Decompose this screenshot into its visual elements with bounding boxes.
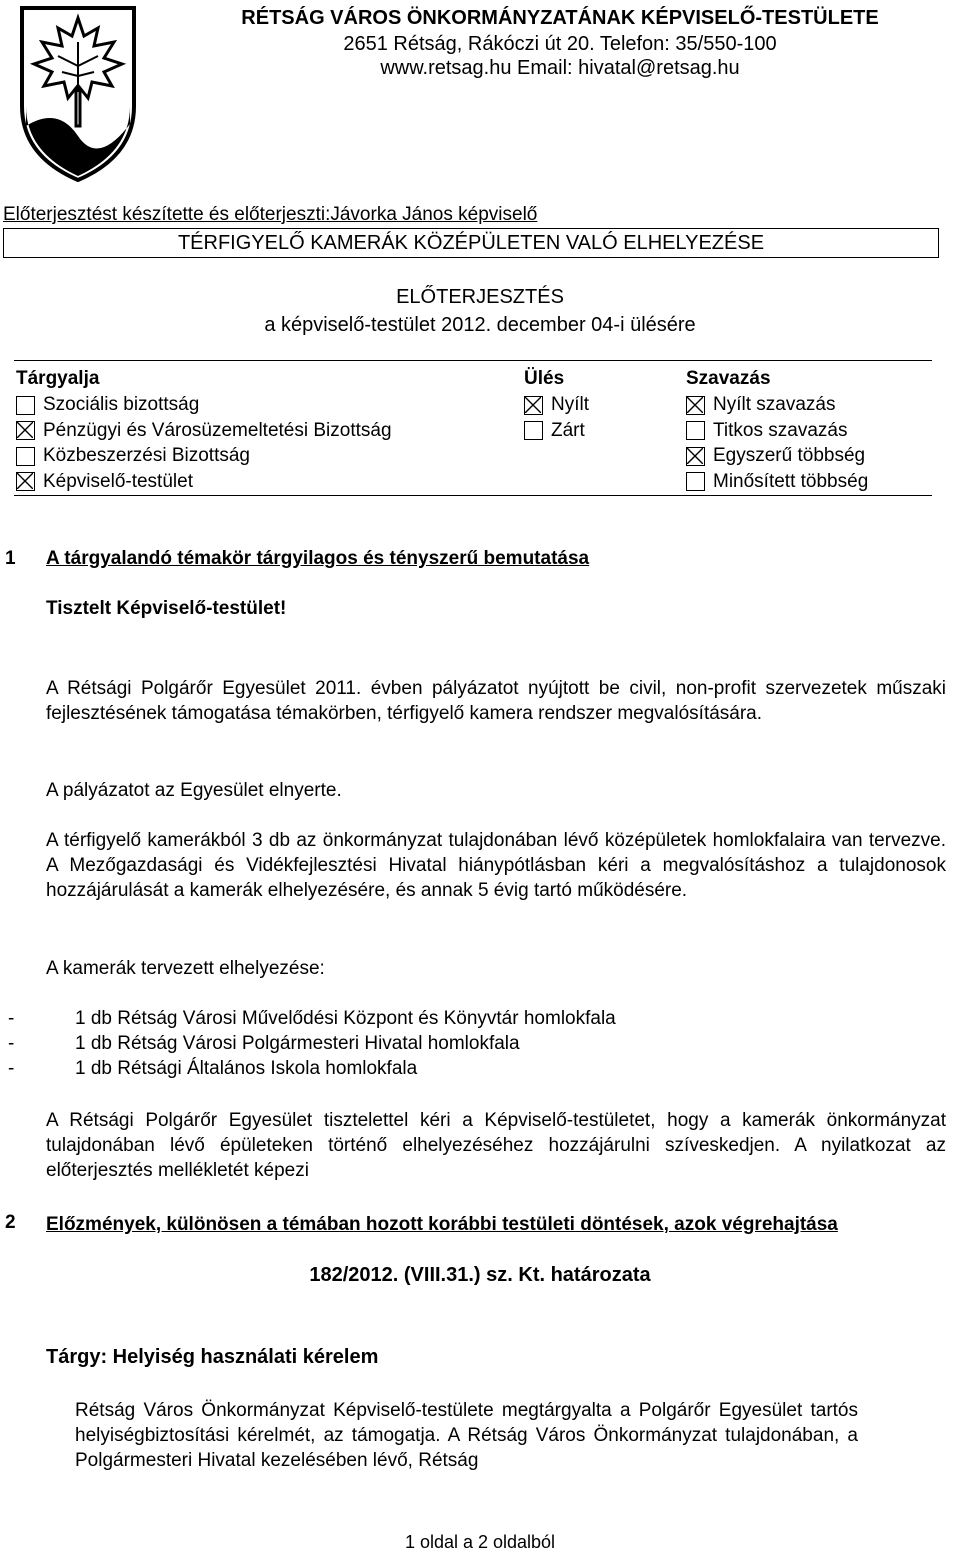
checkbox-row-targyalja[interactable] [16,393,199,417]
checked-checkbox[interactable] [686,447,705,466]
agenda-table [14,360,932,496]
checkbox-label: Közbeszerzési Bizottság [43,445,250,466]
list-item: 1 db Rétsági Általános Iskola homlokfala [75,1058,418,1079]
section2-number: 2 [5,1212,16,1233]
checkbox-row-szavazas[interactable] [686,419,847,443]
author-line: Előterjesztést készítette és előterjeszti:Jávorka János képviselő [3,204,538,225]
bullet-marker: - [8,1033,15,1054]
checkbox-label: Nyílt szavazás [713,394,836,415]
paragraph: A pályázatot az Egyesület elnyerte. [46,780,342,801]
list-item: 1 db Rétság Városi Művelődési Központ és Könyvtár homlokfala [75,1008,616,1029]
resolution-number: 182/2012. (VIII.31.) sz. Kt. határozata [309,1264,651,1286]
paragraph: A térfigyelő kamerákból 3 db az önkormányzat tulajdonában lévő középületek homlokfalaira van tervezve. A Mezőgazdasági és Vidékfejlesztési Hivatal hiánypótlásban kéri a megvalósításhoz a tulajdonosok hozzájárulását a kamerák elhelyezésére, és annak 5 évig tartó működésére. [46,830,946,901]
checked-checkbox[interactable] [16,472,35,491]
checked-checkbox[interactable] [16,421,35,440]
col-header-szavazas: Szavazás [686,368,771,389]
salutation: Tisztelt Képviselő-testület! [46,598,287,619]
org-title: RÉTSÁG VÁROS ÖNKORMÁNYZATÁNAK KÉPVISELŐ-TESTÜLETE [241,7,879,29]
page-footer: 1 oldal a 2 oldalból [404,1532,556,1552]
doc-type: ELŐTERJESZTÉS [396,286,564,308]
org-web-email: www.retsag.hu Email: hivatal@retsag.hu [380,57,740,79]
unchecked-checkbox[interactable] [686,421,705,440]
checkbox-row-szavazas[interactable] [686,393,835,417]
checkbox-label: Minősített többség [713,470,869,492]
checkbox-row-ules[interactable] [524,419,585,443]
bullet-marker: - [8,1058,15,1079]
resolution-paragraph: Rétság Város Önkormányzat Képviselő-testülete megtárgyalta a Polgárőr Egyesület tartós helyiségbiztosítási kérelmét, az támogatja. A Rétság Város Önkormányzat tulajdonában, a Polgármesteri Hivatal kezelésében lévő, Rétság [75,1400,858,1471]
checkbox-label: Képviselő-testület [43,470,193,492]
section1-heading: A tárgyalandó témakör tárgyilagos és tényszerű bemutatása [46,548,590,569]
unchecked-checkbox[interactable] [524,421,543,440]
meeting-line: a képviselő-testület 2012. december 04-i ülésére [264,314,696,336]
checkbox-row-targyalja[interactable] [16,444,250,468]
checkbox-label: Szociális bizottság [43,394,200,415]
checkbox-row-szavazas[interactable] [686,444,865,468]
unchecked-checkbox[interactable] [16,396,35,415]
checkbox-label: Nyílt [551,394,589,415]
coat-of-arms-logo [18,6,138,182]
checked-checkbox[interactable] [524,396,543,415]
checkbox-label: Pénzügyi és Városüzemeltetési Bizottság [43,419,392,441]
paragraph: A Rétsági Polgárőr Egyesület 2011. évben pályázatot nyújtott be civil, non-profit szervezetek műszaki fejlesztésének támogatása témakörben, térfigyelő kamera rendszer megvalósítására. [46,678,946,724]
unchecked-checkbox[interactable] [686,472,705,491]
paragraph: A kamerák tervezett elhelyezése: [46,958,325,979]
section2-heading: Előzmények, különösen a témában hozott korábbi testületi döntések, azok végrehajtása [46,1214,838,1235]
col-header-targyalja: Tárgyalja [16,368,100,389]
subject-title: TÉRFIGYELŐ KAMERÁK KÖZÉPÜLETEN VALÓ ELHELYEZÉSE [3,228,939,258]
checkbox-row-ules[interactable] [524,393,589,417]
resolution-subject: Tárgy: Helyiség használati kérelem [46,1346,379,1368]
checked-checkbox[interactable] [686,396,705,415]
checkbox-label: Titkos szavazás [713,419,848,441]
checkbox-row-targyalja[interactable] [16,470,193,494]
checkbox-label: Zárt [551,419,585,441]
paragraph: A Rétsági Polgárőr Egyesület tisztelettel kéri a Képviselő-testületet, hogy a kamerák önkormányzat tulajdonában lévő épületeken történő elhelyezéséhez hozzájárulni szíveskedjen. A nyilatkozat az előterjesztés mellékletét képezi [46,1110,946,1181]
org-address: 2651 Rétság, Rákóczi út 20. Telefon: 35/550-100 [343,33,777,55]
list-item: 1 db Rétság Városi Polgármesteri Hivatal homlokfala [75,1033,520,1054]
checkbox-label: Egyszerű többség [713,445,866,466]
checkbox-row-targyalja[interactable] [16,419,392,443]
unchecked-checkbox[interactable] [16,447,35,466]
checkbox-row-szavazas[interactable] [686,470,868,494]
section1-number: 1 [5,548,16,569]
bullet-marker: - [8,1008,15,1029]
col-header-ules: Ülés [524,368,565,389]
